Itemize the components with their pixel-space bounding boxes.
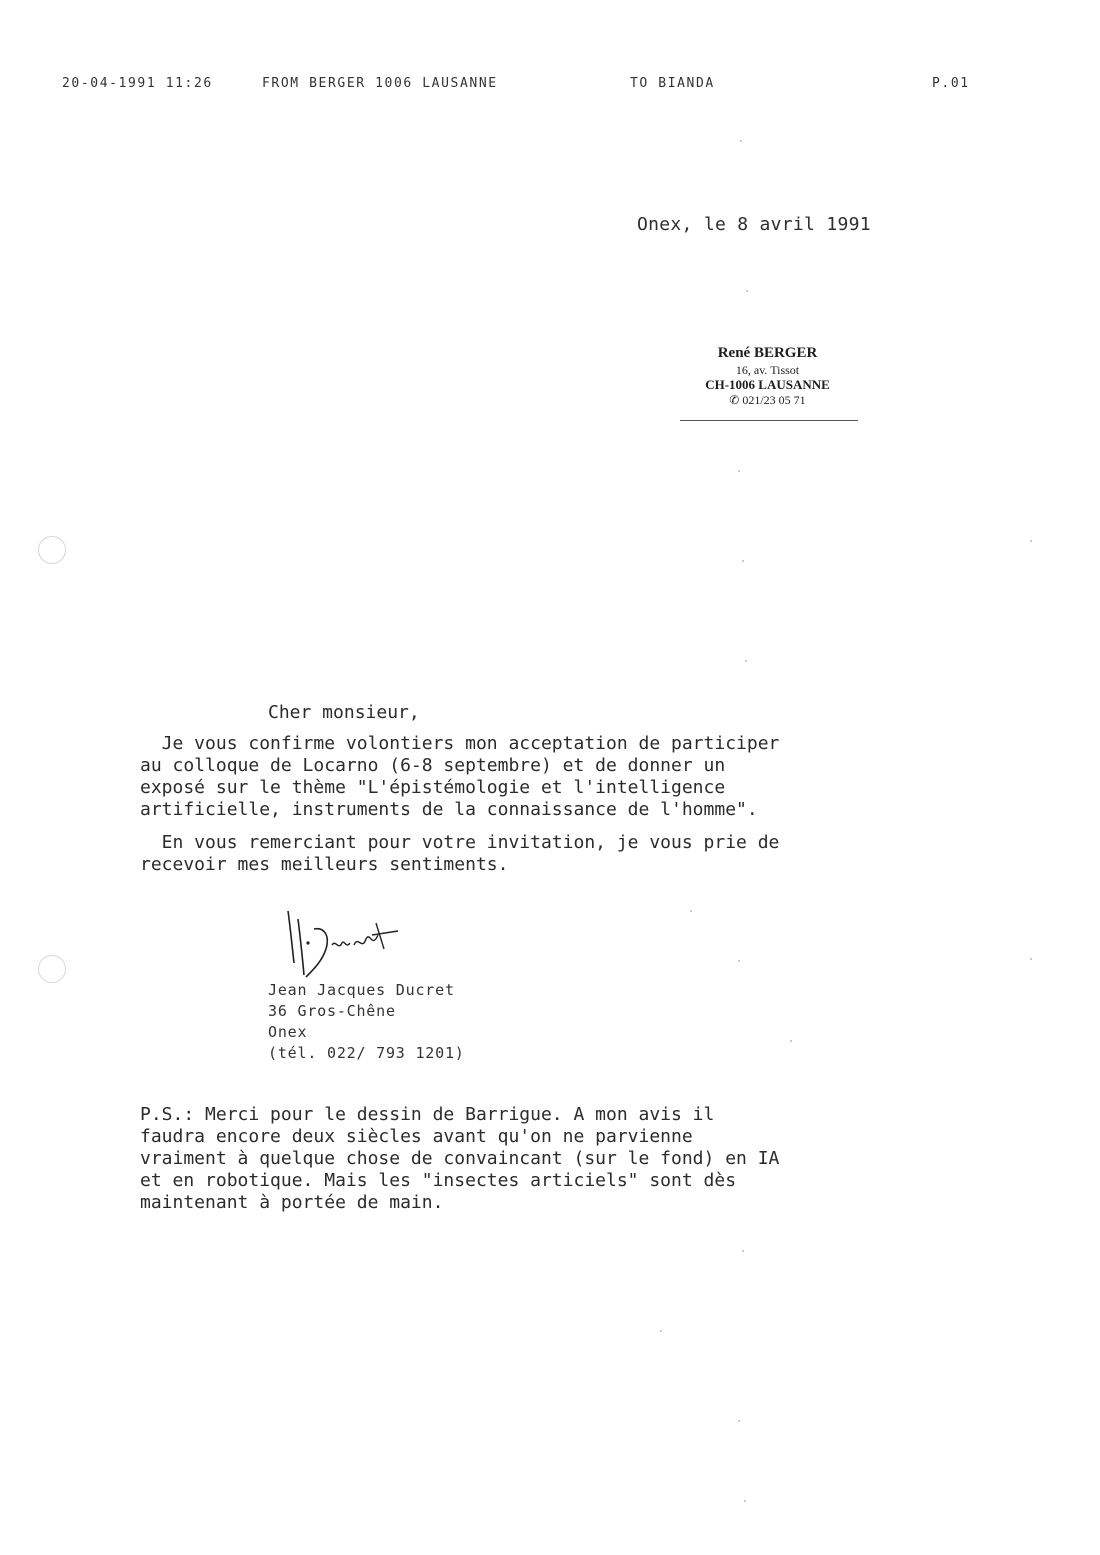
fax-datetime: 20-04-1991 11:26 xyxy=(62,76,213,91)
letter-place-date: Onex, le 8 avril 1991 xyxy=(637,214,871,235)
fax-page-number: P.01 xyxy=(932,76,970,91)
stamp-underline xyxy=(680,420,858,421)
recipient-address-stamp xyxy=(680,344,855,408)
punch-hole-mark xyxy=(38,955,66,983)
sender-address-block xyxy=(268,980,465,1064)
salutation: Cher monsieur, xyxy=(268,702,420,723)
recipient-street: 16, av. Tissot xyxy=(735,363,800,377)
sender-phone: (tél. 022/ 793 1201) xyxy=(268,1044,465,1062)
sender-city: Onex xyxy=(268,1023,308,1041)
recipient-name: René BERGER xyxy=(717,345,818,361)
postscript: P.S.: Merci pour le dessin de Barrigue. A mon avis il faudra encore deux siècles avant qu'on ne parvienne vraiment à quelque chose de convaincant (sur le fond) en IA et en robotique. Mais les "insectes articiels" sont dès maintenant à portée de main. xyxy=(140,1104,780,1213)
handwritten-signature xyxy=(280,905,420,985)
recipient-phone: ✆ 021/23 05 71 xyxy=(729,393,806,407)
sender-name: Jean Jacques Ducret xyxy=(268,981,455,999)
fax-recipient: TO BIANDA xyxy=(630,76,715,91)
fax-sender: FROM BERGER 1006 LAUSANNE xyxy=(262,76,498,91)
sender-street: 36 Gros-Chêne xyxy=(268,1002,396,1020)
punch-hole-mark xyxy=(38,536,66,564)
letter-paragraph-1: Je vous confirme volontiers mon acceptation de participer au colloque de Locarno (6-8 septembre) et de donner un exposé sur le thème "L'épistémologie et l'intelligence artificielle, instruments de la connaissance de l'homme". xyxy=(140,733,780,820)
letter-paragraph-2: En vous remerciant pour votre invitation, je vous prie de recevoir mes meilleurs sentiments. xyxy=(140,832,780,875)
recipient-city: CH-1006 LAUSANNE xyxy=(705,377,830,392)
